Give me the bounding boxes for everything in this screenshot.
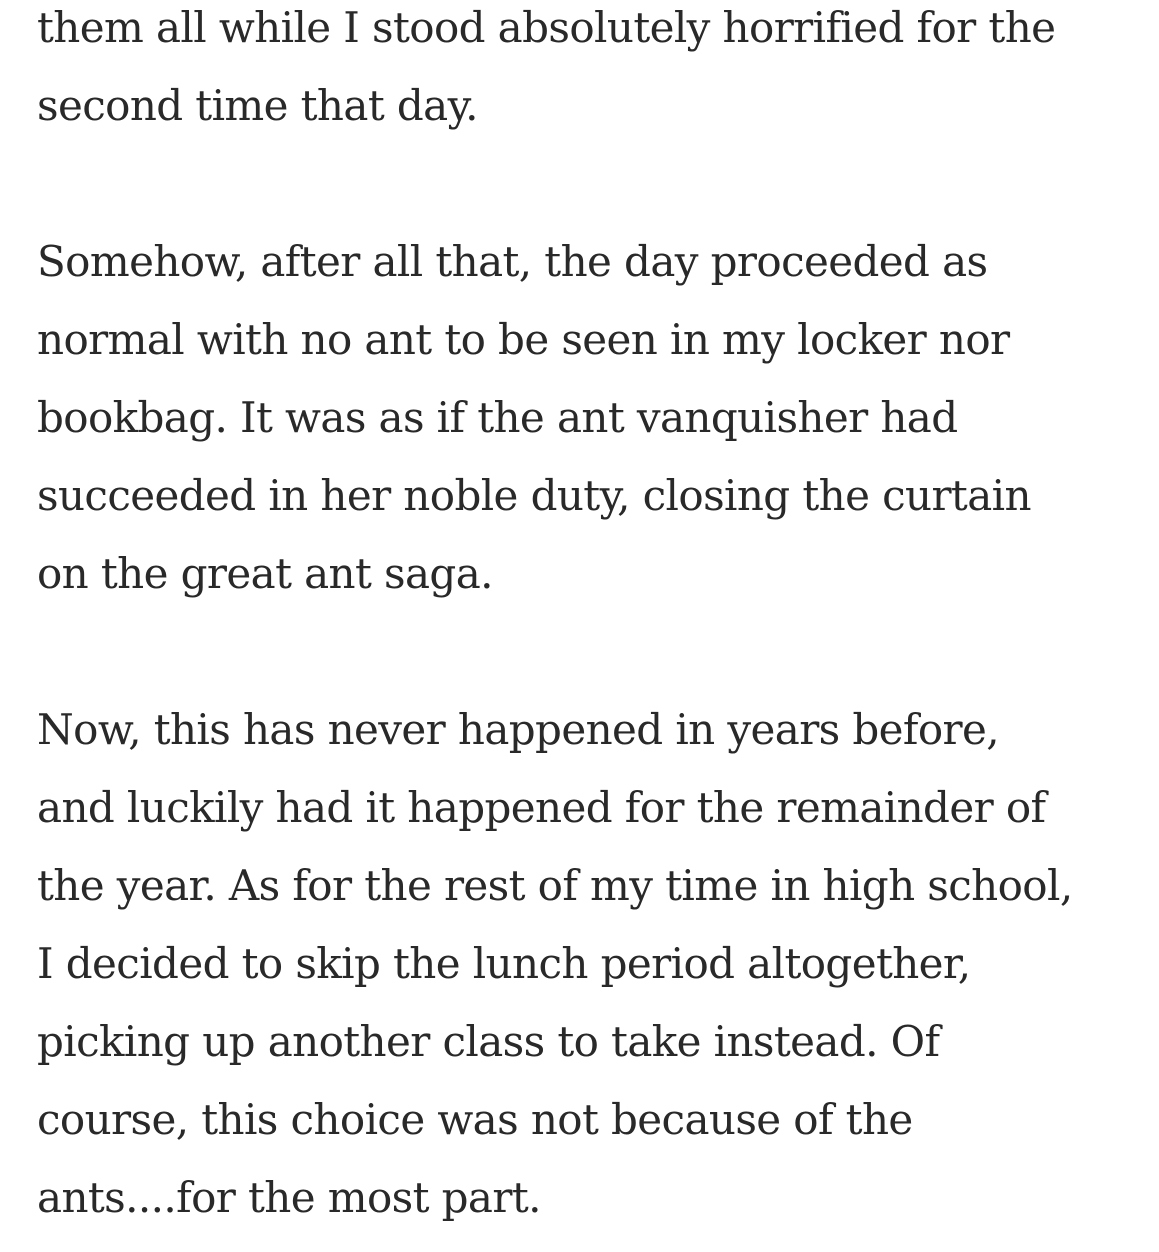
article-body bbox=[37, 0, 1147, 1237]
text-line: ants....for the most part. bbox=[37, 1173, 541, 1222]
text-line: I decided to skip the lunch period altogether, bbox=[37, 939, 971, 988]
text-line: picking up another class to take instead. Of bbox=[37, 1017, 940, 1066]
text-line: on the great ant saga. bbox=[37, 549, 493, 598]
text-line: them all while I stood absolutely horrified for the bbox=[37, 3, 1056, 52]
paragraph-2 bbox=[37, 223, 1147, 613]
paragraph-1 bbox=[37, 0, 1147, 145]
paragraph-3 bbox=[37, 691, 1147, 1237]
text-line: succeeded in her noble duty, closing the curtain bbox=[37, 471, 1031, 520]
text-line: normal with no ant to be seen in my locker nor bbox=[37, 315, 1010, 364]
text-line: the year. As for the rest of my time in high school, bbox=[37, 861, 1073, 910]
text-line: second time that day. bbox=[37, 81, 478, 130]
text-line: Somehow, after all that, the day proceeded as bbox=[37, 237, 988, 286]
text-line: bookbag. It was as if the ant vanquisher had bbox=[37, 393, 958, 442]
text-line: Now, this has never happened in years before, bbox=[37, 705, 1000, 754]
text-line: course, this choice was not because of the bbox=[37, 1095, 913, 1144]
text-line: and luckily had it happened for the remainder of bbox=[37, 783, 1046, 832]
